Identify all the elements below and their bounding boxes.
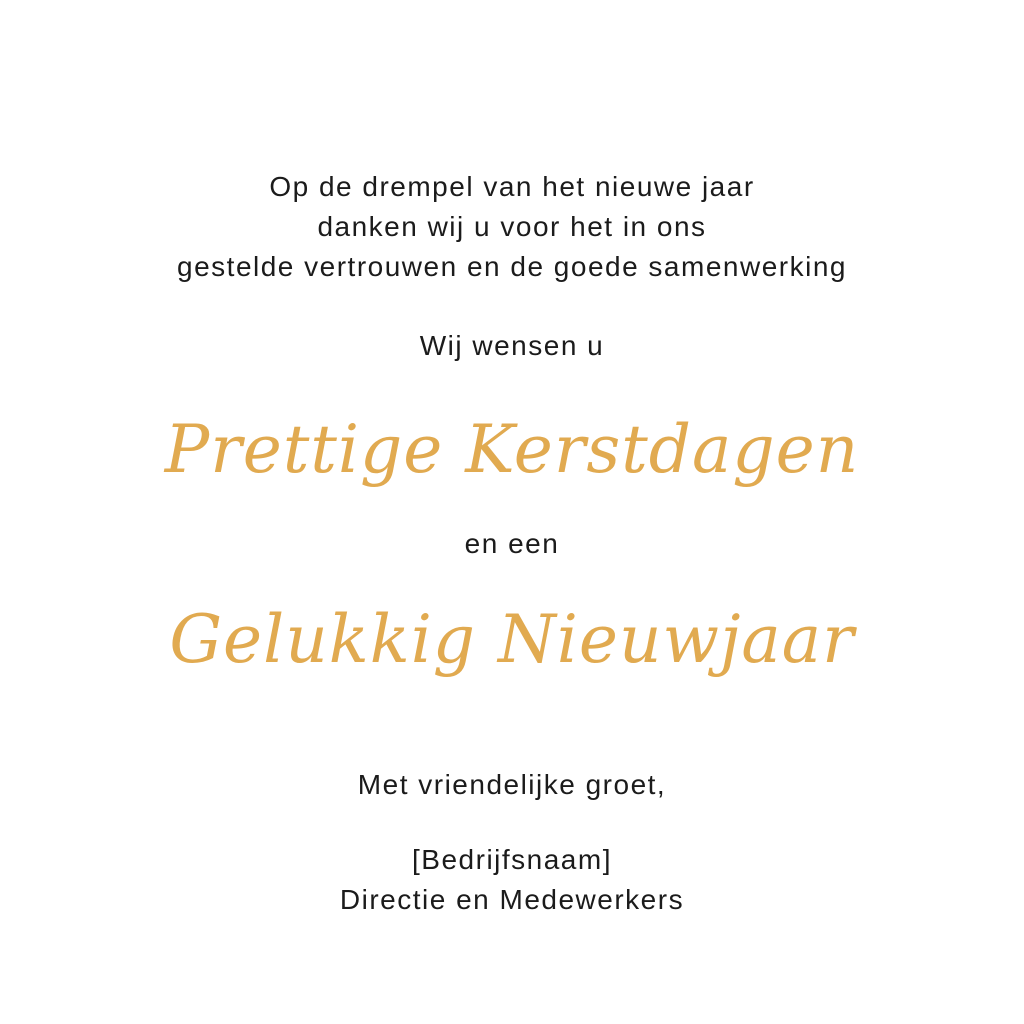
intro-line-3: gestelde vertrouwen en de goede samenwerking <box>177 251 847 282</box>
intro-block <box>0 167 1024 287</box>
intro-line-2: danken wij u voor het in ons <box>317 211 707 242</box>
signature-line: Directie en Medewerkers <box>339 884 685 915</box>
wish-lead-line: Wij wensen u <box>419 330 605 361</box>
closing-line: Met vriendelijke groet, <box>357 769 667 800</box>
company-placeholder-line: [Bedrijfsnaam] <box>412 844 612 875</box>
intro-line-1: Op de drempel van het nieuwe jaar <box>269 171 755 202</box>
connector-line: en een <box>464 528 560 559</box>
greeting-primary-script: Prettige Kerstdagen <box>164 411 860 488</box>
greeting-secondary-script: Gelukkig Nieuwjaar <box>169 601 855 678</box>
